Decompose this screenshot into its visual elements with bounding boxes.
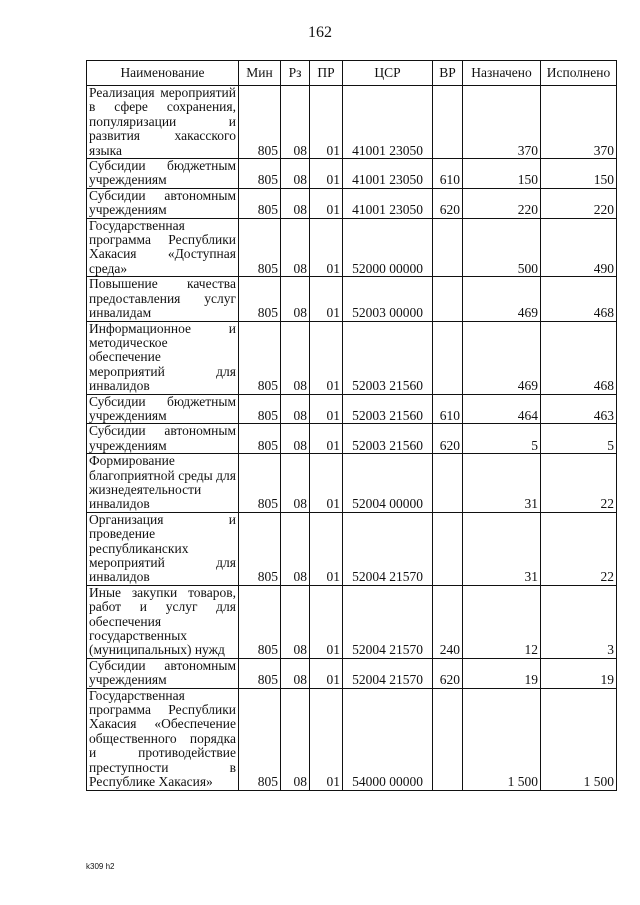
cell-csr: 41001 23050: [343, 159, 433, 189]
cell-name: Повышение качества предоставления услуг инвалидам: [87, 277, 239, 321]
cell-rz: 08: [281, 394, 310, 424]
cell-csr: 52004 21570: [343, 585, 433, 658]
cell-rz: 08: [281, 159, 310, 189]
cell-executed: 3: [541, 585, 617, 658]
cell-executed: 1 500: [541, 688, 617, 790]
cell-assigned: 5: [463, 424, 541, 454]
cell-csr: 52003 21560: [343, 321, 433, 394]
cell-pr: 01: [310, 159, 343, 189]
cell-name: Субсидии бюджетным учреждениям: [87, 159, 239, 189]
cell-min: 805: [239, 585, 281, 658]
cell-name: Государственная программа Республики Хакасия «Обеспечение общественного порядка и противодействие преступности в Республике Хакасия»: [87, 688, 239, 790]
table-row: [87, 188, 617, 218]
cell-csr: 52003 00000: [343, 277, 433, 321]
cell-executed: 463: [541, 394, 617, 424]
cell-csr: 41001 23050: [343, 188, 433, 218]
cell-rz: 08: [281, 585, 310, 658]
cell-assigned: 220: [463, 188, 541, 218]
cell-name: Иные закупки товаров, работ и услуг для обеспечения государственных (муниципальных) нужд: [87, 585, 239, 658]
cell-assigned: 370: [463, 86, 541, 159]
cell-vr: [433, 86, 463, 159]
cell-min: 805: [239, 424, 281, 454]
cell-pr: 01: [310, 424, 343, 454]
column-header-rz: Рз: [281, 61, 310, 86]
column-header-executed: Исполнено: [541, 61, 617, 86]
cell-rz: 08: [281, 512, 310, 585]
cell-min: 805: [239, 394, 281, 424]
cell-pr: 01: [310, 658, 343, 688]
column-header-assigned: Назначено: [463, 61, 541, 86]
table-body: [87, 86, 617, 791]
table-row: [87, 277, 617, 321]
table-header-row: [87, 61, 617, 86]
cell-executed: 490: [541, 218, 617, 277]
cell-executed: 150: [541, 159, 617, 189]
table-row: [87, 394, 617, 424]
budget-table: [86, 60, 617, 791]
cell-executed: 468: [541, 277, 617, 321]
cell-name: Субсидии автономным учреждениям: [87, 188, 239, 218]
cell-rz: 08: [281, 188, 310, 218]
cell-pr: 01: [310, 277, 343, 321]
cell-assigned: 500: [463, 218, 541, 277]
cell-assigned: 469: [463, 321, 541, 394]
cell-min: 805: [239, 454, 281, 513]
cell-min: 805: [239, 218, 281, 277]
cell-min: 805: [239, 658, 281, 688]
cell-min: 805: [239, 688, 281, 790]
cell-executed: 370: [541, 86, 617, 159]
cell-name: Государственная программа Республики Хакасия «Доступная среда»: [87, 218, 239, 277]
cell-assigned: 150: [463, 159, 541, 189]
cell-min: 805: [239, 277, 281, 321]
footer-code: k309 h2: [86, 862, 115, 871]
table-row: [87, 218, 617, 277]
table-row: [87, 658, 617, 688]
table-row: [87, 512, 617, 585]
cell-vr: 610: [433, 159, 463, 189]
cell-csr: 52000 00000: [343, 218, 433, 277]
cell-pr: 01: [310, 394, 343, 424]
cell-pr: 01: [310, 218, 343, 277]
cell-vr: 620: [433, 424, 463, 454]
cell-assigned: 19: [463, 658, 541, 688]
cell-name: Субсидии автономным учреждениям: [87, 424, 239, 454]
cell-vr: [433, 512, 463, 585]
table-row: [87, 159, 617, 189]
cell-vr: [433, 454, 463, 513]
table-row: [87, 86, 617, 159]
cell-csr: 52004 21570: [343, 658, 433, 688]
cell-executed: 22: [541, 454, 617, 513]
cell-rz: 08: [281, 688, 310, 790]
cell-rz: 08: [281, 218, 310, 277]
cell-csr: 52003 21560: [343, 394, 433, 424]
cell-csr: 54000 00000: [343, 688, 433, 790]
cell-name: Субсидии бюджетным учреждениям: [87, 394, 239, 424]
column-header-min: Мин: [239, 61, 281, 86]
cell-pr: 01: [310, 688, 343, 790]
cell-vr: [433, 321, 463, 394]
cell-vr: 620: [433, 658, 463, 688]
cell-assigned: 31: [463, 512, 541, 585]
cell-assigned: 464: [463, 394, 541, 424]
table-row: [87, 321, 617, 394]
column-header-pr: ПР: [310, 61, 343, 86]
cell-vr: 610: [433, 394, 463, 424]
cell-rz: 08: [281, 424, 310, 454]
cell-min: 805: [239, 86, 281, 159]
cell-name: Формирование благоприятной среды для жизнедеятельности инвалидов: [87, 454, 239, 513]
cell-name: Субсидии автономным учреждениям: [87, 658, 239, 688]
cell-rz: 08: [281, 454, 310, 513]
cell-rz: 08: [281, 658, 310, 688]
column-header-csr: ЦСР: [343, 61, 433, 86]
cell-name: Реализация мероприятий в сфере сохранения, популяризации и развития хакасского языка: [87, 86, 239, 159]
cell-pr: 01: [310, 321, 343, 394]
cell-name: Организация и проведение республиканских мероприятий для инвалидов: [87, 512, 239, 585]
table-row: [87, 424, 617, 454]
cell-executed: 468: [541, 321, 617, 394]
cell-csr: 41001 23050: [343, 86, 433, 159]
cell-executed: 220: [541, 188, 617, 218]
table-row: [87, 454, 617, 513]
cell-pr: 01: [310, 454, 343, 513]
table-row: [87, 585, 617, 658]
cell-min: 805: [239, 321, 281, 394]
page-number: 162: [308, 24, 332, 41]
cell-vr: [433, 688, 463, 790]
cell-min: 805: [239, 159, 281, 189]
cell-rz: 08: [281, 86, 310, 159]
cell-pr: 01: [310, 188, 343, 218]
cell-vr: [433, 277, 463, 321]
cell-vr: 620: [433, 188, 463, 218]
cell-csr: 52004 00000: [343, 454, 433, 513]
cell-executed: 5: [541, 424, 617, 454]
cell-assigned: 1 500: [463, 688, 541, 790]
cell-rz: 08: [281, 321, 310, 394]
cell-name: Информационное и методическое обеспечение мероприятий для инвалидов: [87, 321, 239, 394]
column-header-vr: ВР: [433, 61, 463, 86]
column-header-name: Наименование: [87, 61, 239, 86]
cell-executed: 19: [541, 658, 617, 688]
table-row: [87, 688, 617, 790]
cell-pr: 01: [310, 86, 343, 159]
cell-min: 805: [239, 512, 281, 585]
cell-assigned: 12: [463, 585, 541, 658]
cell-vr: 240: [433, 585, 463, 658]
cell-executed: 22: [541, 512, 617, 585]
cell-csr: 52004 21570: [343, 512, 433, 585]
cell-csr: 52003 21560: [343, 424, 433, 454]
cell-assigned: 469: [463, 277, 541, 321]
cell-rz: 08: [281, 277, 310, 321]
cell-assigned: 31: [463, 454, 541, 513]
cell-min: 805: [239, 188, 281, 218]
cell-vr: [433, 218, 463, 277]
cell-pr: 01: [310, 512, 343, 585]
cell-pr: 01: [310, 585, 343, 658]
